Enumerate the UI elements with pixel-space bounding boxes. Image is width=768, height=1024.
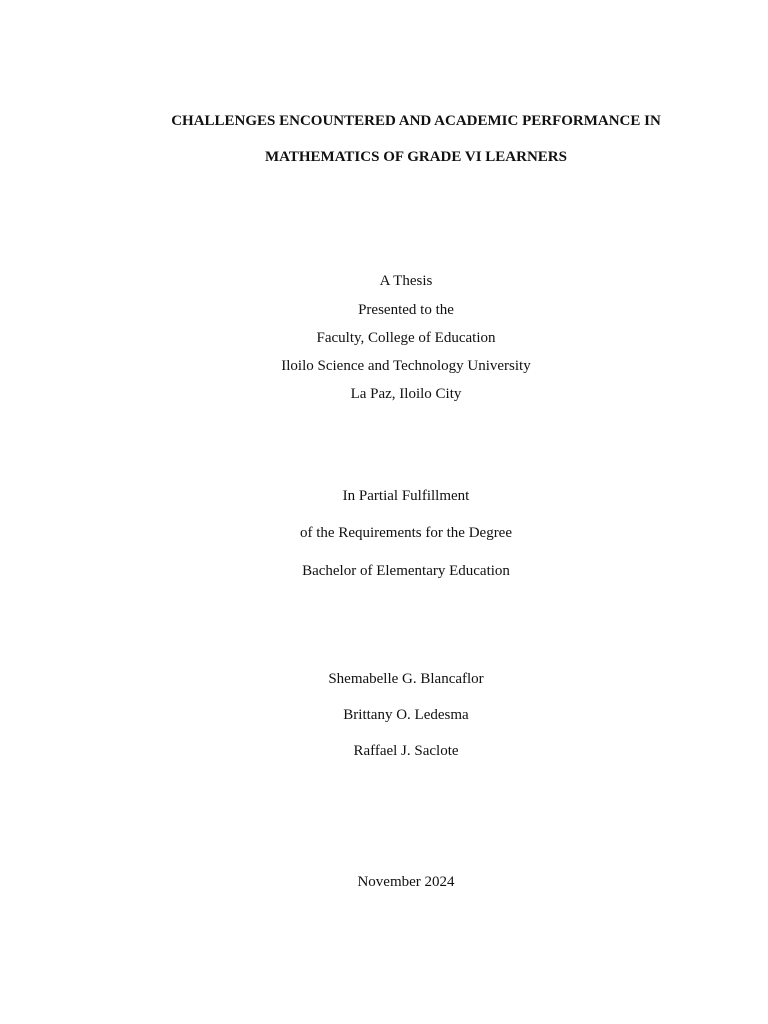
author-name: Brittany O. Ledesma (343, 707, 469, 723)
fulfillment-line-1: In Partial Fulfillment (342, 488, 470, 504)
fulfillment-line-2: of the Requirements for the Degree (300, 525, 512, 541)
fulfillment-line-3: Bachelor of Elementary Education (302, 563, 510, 579)
date-text: November 2024 (357, 874, 455, 890)
presentation-line-1: A Thesis (379, 273, 433, 289)
presentation-line-3: Faculty, College of Education (316, 330, 496, 346)
author-name: Raffael J. Saclote (353, 743, 459, 759)
presentation-line-4: Iloilo Science and Technology University (281, 358, 531, 374)
presentation-line-5: La Paz, Iloilo City (350, 386, 462, 402)
presentation-line-2: Presented to the (358, 302, 454, 318)
thesis-title-line-2: MATHEMATICS OF GRADE VI LEARNERS (265, 149, 567, 165)
thesis-title-line-1: CHALLENGES ENCOUNTERED AND ACADEMIC PERFORMANCE IN (171, 113, 661, 129)
author-name: Shemabelle G. Blancaflor (328, 671, 484, 687)
